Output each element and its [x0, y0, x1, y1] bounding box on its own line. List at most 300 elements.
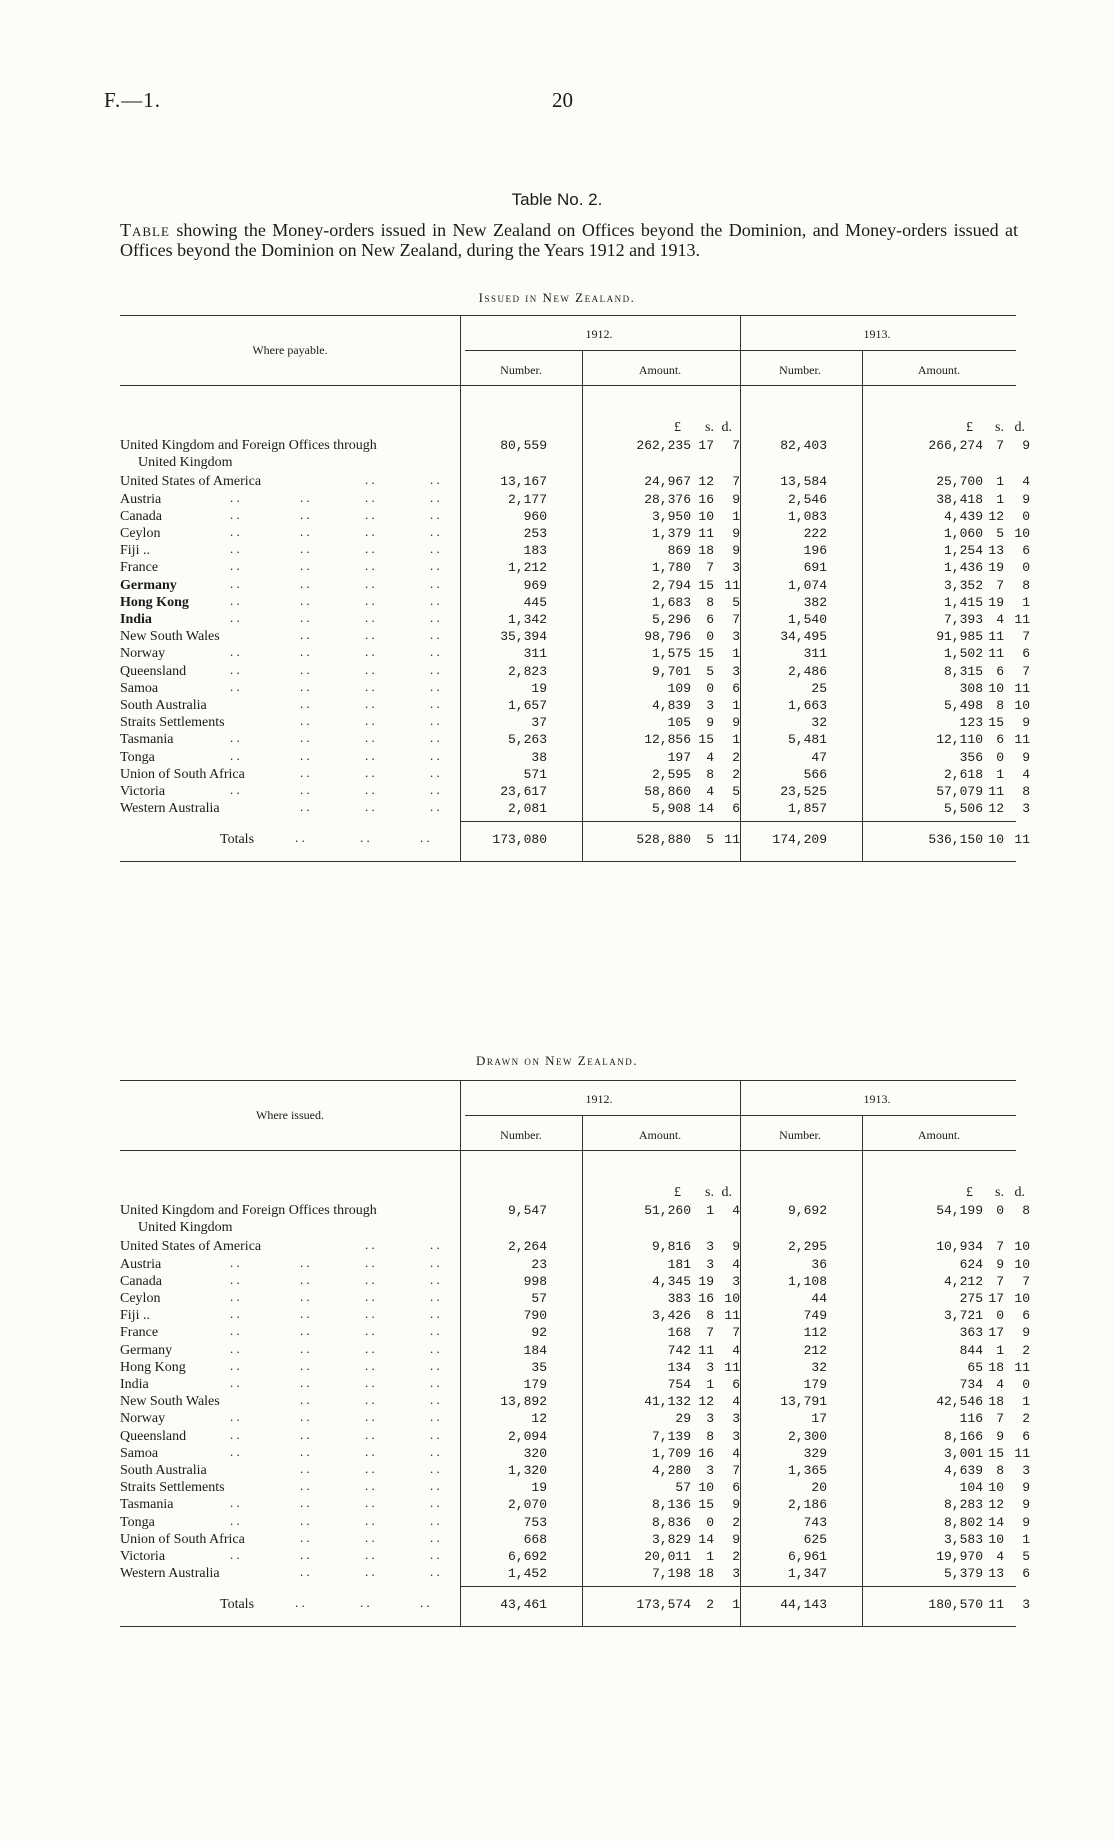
row-label-continued: United Kingdom — [138, 455, 233, 471]
leader-dots: . . — [430, 1323, 440, 1339]
number-1913: 196 — [803, 543, 827, 559]
amount-1912-pence: 9 — [732, 715, 740, 731]
number-1912: 6,692 — [507, 1549, 547, 1564]
leader-dots: . . — [430, 1426, 440, 1442]
leader-dots: . . — [430, 1547, 440, 1562]
amount-1913-shillings: 7 — [996, 1239, 1004, 1255]
number-1912: 790 — [523, 1308, 547, 1324]
leader-dots: . . — [230, 524, 240, 539]
totals-amount-1912-shillings: 2 — [706, 1597, 714, 1613]
amount-1913-pence: 6 — [1022, 1308, 1030, 1324]
amount-1913-pence: 6 — [1022, 646, 1030, 662]
amount-1912-pence: 11 — [724, 577, 740, 593]
amount-1912-pounds: 1,780 — [651, 560, 691, 576]
leader-dots: . . — [430, 1392, 440, 1408]
totals-amount-1912-shillings: 5 — [706, 832, 714, 848]
leader-dots: . . — [430, 489, 440, 505]
leader-dots: . . — [430, 661, 440, 677]
amount-1913-pounds: 8,802 — [943, 1514, 983, 1530]
number-1912: 2,070 — [507, 1497, 547, 1513]
amount-1912-shillings: 14 — [698, 1531, 714, 1547]
totals-amount-1913-pence: 3 — [1022, 1597, 1030, 1613]
number-1913: 1,365 — [787, 1463, 827, 1478]
amount-1913-pence: 9 — [1022, 438, 1030, 453]
amount-1912-pence: 4 — [732, 1203, 740, 1218]
amount-1912-pounds: 3,829 — [651, 1531, 691, 1547]
number-1913: 1,074 — [787, 577, 827, 593]
amount-1912-pounds: 29 — [675, 1411, 691, 1427]
number-1912: 1,657 — [507, 698, 547, 713]
year-underline — [465, 1115, 1016, 1116]
amount-1913-pounds: 2,618 — [943, 766, 983, 782]
number-1913: 625 — [803, 1531, 827, 1547]
amount-1912-pence: 4 — [732, 1445, 740, 1461]
amount-1913-pence: 0 — [1022, 1377, 1030, 1392]
amount-1912-pounds: 5,296 — [651, 612, 691, 627]
totals-amount-1913-pounds: 180,570 — [928, 1597, 983, 1613]
leader-dots: . . — [230, 747, 240, 763]
leader-dots: . . — [230, 1340, 240, 1356]
amount-1912-pence: 5 — [732, 594, 740, 610]
leader-dots: . . — [230, 644, 240, 660]
leader-dots: . . — [300, 610, 310, 625]
totals-top-rule — [460, 1586, 1016, 1587]
leader-dots: . . — [300, 713, 310, 729]
row-label: Ceylon — [120, 1291, 161, 1306]
number-1913: 212 — [803, 1342, 827, 1358]
number-1913: 1,857 — [787, 801, 827, 817]
leader-dots: . . — [420, 830, 430, 846]
number-1913: 32 — [811, 715, 827, 731]
leader-dots: . . — [365, 1306, 375, 1322]
column-divider — [740, 1150, 741, 1626]
amount-1913-pounds: 1,254 — [943, 543, 983, 559]
leader-dots: . . — [365, 1289, 375, 1304]
amount-1913-shillings: 8 — [996, 1463, 1004, 1478]
row-label: Tasmania — [120, 1497, 174, 1513]
amount-1913-pence: 10 — [1014, 1256, 1030, 1272]
amount-1913-pounds: 4,439 — [943, 508, 983, 524]
totals-number-1912: 43,461 — [500, 1597, 547, 1613]
row-label: Straits Settlements — [120, 1480, 225, 1496]
leader-dots: . . — [430, 799, 440, 815]
row-label: United Kingdom and Foreign Offices through — [120, 438, 377, 453]
column-divider — [460, 385, 461, 861]
leader-dots: . . — [365, 1461, 375, 1476]
leader-dots: . . — [430, 713, 440, 729]
table-top-rule — [120, 1080, 1016, 1081]
number-1913: 2,300 — [787, 1428, 827, 1444]
leader-dots: . . — [365, 1512, 375, 1528]
number-1913: 13,791 — [780, 1394, 827, 1410]
amount-1913-pence: 11 — [1014, 680, 1030, 696]
amount-1913-pence: 3 — [1022, 801, 1030, 817]
number-1912: 311 — [523, 646, 547, 662]
amount-1912-pence: 6 — [732, 801, 740, 817]
leader-dots: . . — [300, 1495, 310, 1511]
leader-dots: . . — [300, 696, 310, 711]
number-1913: 691 — [803, 560, 827, 576]
amount-1912-pence: 3 — [732, 1273, 740, 1289]
amount-1912-pounds: 24,967 — [644, 474, 691, 490]
leader-dots: . . — [230, 506, 240, 522]
leader-dots: . . — [300, 592, 310, 608]
leader-dots: . . — [365, 1529, 375, 1545]
leader-dots: . . — [430, 644, 440, 660]
number-1912-header: Number. — [500, 1128, 542, 1142]
amount-1913-pence: 2 — [1022, 1411, 1030, 1427]
row-label: Tonga — [120, 1514, 155, 1530]
number-1912: 1,320 — [507, 1463, 547, 1478]
amount-1912-pence: 7 — [732, 438, 740, 453]
leader-dots: . . — [430, 1478, 440, 1494]
row-label: United Kingdom and Foreign Offices through — [120, 1203, 377, 1218]
number-1913: 566 — [803, 766, 827, 782]
amount-1912-pounds: 58,860 — [644, 784, 691, 799]
number-1913: 5,481 — [787, 732, 827, 748]
amount-1912-shillings: 8 — [706, 1428, 714, 1444]
amount-1912-header: Amount. — [638, 363, 682, 377]
amount-1913-shillings: 0 — [996, 1203, 1004, 1218]
number-1912: 23,617 — [500, 784, 547, 799]
row-label: Canada — [120, 1273, 162, 1289]
amount-1912-shillings: 0 — [706, 629, 714, 645]
leader-dots: . . — [300, 1340, 310, 1356]
year-1913-header: 1913. — [863, 1092, 891, 1106]
leader-dots: . . — [230, 1306, 240, 1322]
row-label: Queensland — [120, 1428, 187, 1444]
leader-dots: . . — [230, 541, 240, 557]
year-1913-header: 1913. — [863, 327, 891, 341]
amount-1912-pounds: 28,376 — [644, 491, 691, 507]
amount-1913-shillings: 7 — [996, 438, 1004, 453]
leader-dots: . . — [230, 730, 240, 746]
amount-1913-shillings: 9 — [996, 1256, 1004, 1272]
amount-1913-shillings: 1 — [996, 766, 1004, 782]
amount-1912-pence: 7 — [732, 474, 740, 490]
amount-1913-pence: 10 — [1014, 1239, 1030, 1255]
leader-dots: . . — [300, 1443, 310, 1459]
leader-dots: . . — [300, 541, 310, 557]
amount-1913-pounds: 5,379 — [943, 1566, 983, 1582]
amount-1913-pence: 9 — [1022, 1514, 1030, 1530]
row-label: Hong Kong — [120, 1359, 186, 1375]
leader-dots: . . — [365, 644, 375, 660]
amount-1912-pence: 7 — [732, 612, 740, 627]
amount-1912-pounds: 41,132 — [644, 1394, 691, 1410]
number-1913: 222 — [803, 526, 827, 541]
amount-1913-shillings: 13 — [988, 543, 1004, 559]
number-1913: 1,663 — [787, 698, 827, 713]
amount-1912-shillings: 7 — [706, 560, 714, 576]
number-1913: 1,083 — [787, 508, 827, 524]
leader-dots: . . — [365, 592, 375, 608]
amount-1912-pounds: 1,379 — [651, 526, 691, 541]
amount-1913-pounds: 734 — [959, 1377, 983, 1392]
amount-1913-pence: 9 — [1022, 1497, 1030, 1513]
amount-1912-pence: 5 — [732, 784, 740, 799]
leader-dots: . . — [230, 1323, 240, 1339]
amount-1912-pounds: 383 — [667, 1291, 691, 1306]
leader-dots: . . — [365, 764, 375, 780]
amount-1912-pence: 1 — [732, 646, 740, 662]
amount-1912-pence: 2 — [732, 766, 740, 782]
amount-1912-shillings: 8 — [706, 766, 714, 782]
row-label: United States of America — [120, 1239, 262, 1255]
column-divider — [740, 385, 741, 861]
amount-1913-pounds: 275 — [959, 1291, 983, 1306]
where-header: Where issued. — [256, 1108, 324, 1122]
amount-1913-pounds: 65 — [967, 1359, 983, 1375]
amount-1913-pounds: 42,546 — [936, 1394, 983, 1410]
amount-1912-pounds: 8,836 — [651, 1514, 691, 1530]
amount-1913-pence: 1 — [1022, 594, 1030, 610]
leader-dots: . . — [295, 830, 305, 846]
leader-dots: . . — [365, 730, 375, 746]
leader-dots: . . — [365, 713, 375, 729]
leader-dots: . . — [430, 1461, 440, 1476]
totals-amount-1913-shillings: 10 — [988, 832, 1004, 848]
number-1912: 253 — [523, 526, 547, 541]
leader-dots: . . — [430, 1512, 440, 1528]
row-label: India — [120, 1377, 149, 1392]
row-label: Samoa — [120, 1445, 159, 1461]
number-1912: 12 — [531, 1411, 547, 1427]
number-1912: 57 — [531, 1291, 547, 1306]
amount-1913-shillings: 7 — [996, 1273, 1004, 1289]
leader-dots: . . — [300, 1271, 310, 1287]
amount-1912-pence: 2 — [732, 1549, 740, 1564]
leader-dots: . . — [430, 1237, 440, 1253]
leader-dots: . . — [365, 661, 375, 677]
amount-1913-shillings: 6 — [996, 732, 1004, 748]
amount-1913-pence: 5 — [1022, 1549, 1030, 1564]
number-1912: 92 — [531, 1325, 547, 1341]
leader-dots: . . — [365, 782, 375, 797]
amount-1912-pounds: 109 — [667, 680, 691, 696]
totals-amount-1913-shillings: 11 — [988, 1597, 1004, 1613]
amount-1912-shillings: 19 — [698, 1273, 714, 1289]
amount-1912-pence: 3 — [732, 560, 740, 576]
amount-1912-pence: 1 — [732, 508, 740, 524]
unit-pound: £ — [674, 420, 681, 435]
leader-dots: . . — [365, 472, 375, 488]
amount-1913-pence: 7 — [1022, 663, 1030, 679]
number-1912: 998 — [523, 1273, 547, 1289]
amount-1913-shillings: 17 — [988, 1291, 1004, 1306]
amount-1912-shillings: 3 — [706, 1463, 714, 1478]
row-label: Victoria — [120, 1549, 166, 1564]
amount-1912-pence: 3 — [732, 1566, 740, 1582]
amount-1912-shillings: 8 — [706, 594, 714, 610]
amount-1912-pounds: 7,198 — [651, 1566, 691, 1582]
amount-1912-shillings: 8 — [706, 1308, 714, 1324]
leader-dots: . . — [230, 1289, 240, 1304]
leader-dots: . . — [430, 575, 440, 591]
number-1912: 37 — [531, 715, 547, 731]
amount-1912-pounds: 57 — [675, 1480, 691, 1496]
leader-dots: . . — [365, 1323, 375, 1339]
amount-1913-shillings: 11 — [988, 629, 1004, 645]
amount-1913-shillings: 18 — [988, 1394, 1004, 1410]
leader-dots: . . — [300, 1478, 310, 1494]
amount-1913-pounds: 356 — [959, 749, 983, 765]
amount-1913-shillings: 12 — [988, 1497, 1004, 1513]
column-divider — [862, 385, 863, 861]
leader-dots: . . — [300, 1392, 310, 1408]
amount-1913-pounds: 57,079 — [936, 784, 983, 799]
number-1913: 6,961 — [787, 1549, 827, 1564]
amount-1912-pounds: 3,426 — [651, 1308, 691, 1324]
amount-1912-pence: 9 — [732, 1497, 740, 1513]
amount-1913-pounds: 363 — [959, 1325, 983, 1341]
amount-1913-shillings: 17 — [988, 1325, 1004, 1341]
number-1912: 183 — [523, 543, 547, 559]
amount-1912-shillings: 10 — [698, 1480, 714, 1496]
leader-dots: . . — [300, 1409, 310, 1425]
amount-1912-pounds: 12,856 — [644, 732, 691, 748]
number-1912: 668 — [523, 1531, 547, 1547]
amount-1912-pounds: 168 — [667, 1325, 691, 1341]
number-1912: 2,177 — [507, 491, 547, 507]
leader-dots: . . — [430, 782, 440, 797]
number-1912: 19 — [531, 1480, 547, 1496]
amount-1913-shillings: 8 — [996, 698, 1004, 713]
leader-dots: . . — [365, 1443, 375, 1459]
amount-1912-pounds: 181 — [667, 1256, 691, 1272]
amount-1912-shillings: 1 — [706, 1203, 714, 1218]
leader-dots: . . — [430, 592, 440, 608]
leader-dots: . . — [365, 799, 375, 815]
amount-1912-shillings: 0 — [706, 1514, 714, 1530]
number-1913: 2,186 — [787, 1497, 827, 1513]
leader-dots: . . — [300, 489, 310, 505]
amount-1912-pounds: 9,701 — [651, 663, 691, 679]
row-label: Ceylon — [120, 526, 161, 541]
number-1912: 19 — [531, 680, 547, 696]
number-1913: 2,295 — [787, 1239, 827, 1255]
leader-dots: . . — [365, 575, 375, 591]
amount-1912-shillings: 10 — [698, 508, 714, 524]
leader-dots: . . — [300, 678, 310, 694]
number-1912: 445 — [523, 594, 547, 610]
amount-1913-shillings: 4 — [996, 1549, 1004, 1564]
amount-1913-pounds: 8,166 — [943, 1428, 983, 1444]
number-1913: 9,692 — [787, 1203, 827, 1218]
leader-dots: . . — [365, 1478, 375, 1494]
amount-1913-pence: 0 — [1022, 560, 1030, 576]
leader-dots: . . — [430, 1357, 440, 1373]
amount-1913-pounds: 3,721 — [943, 1308, 983, 1324]
amount-1913-pence: 10 — [1014, 698, 1030, 713]
amount-1913-shillings: 19 — [988, 594, 1004, 610]
amount-1912-shillings: 15 — [698, 1497, 714, 1513]
leader-dots: . . — [430, 506, 440, 522]
unit-pound: £ — [674, 1185, 681, 1200]
amount-1912-pence: 6 — [732, 1377, 740, 1392]
leader-dots: . . — [430, 558, 440, 574]
amount-1913-pounds: 8,283 — [943, 1497, 983, 1513]
row-label: Queensland — [120, 663, 187, 679]
amount-1912-pence: 10 — [724, 1291, 740, 1306]
amount-1912-pounds: 2,794 — [651, 577, 691, 593]
totals-top-rule — [460, 821, 1016, 822]
leader-dots: . . — [430, 730, 440, 746]
amount-1912-shillings: 14 — [698, 801, 714, 817]
totals-amount-1913-pounds: 536,150 — [928, 832, 983, 848]
leader-dots: . . — [365, 558, 375, 574]
leader-dots: . . — [365, 627, 375, 643]
amount-1913-pounds: 844 — [959, 1342, 983, 1358]
leader-dots: . . — [300, 558, 310, 574]
leader-dots: . . — [430, 696, 440, 711]
amount-1913-pence: 7 — [1022, 1273, 1030, 1289]
amount-1913-pence: 4 — [1022, 766, 1030, 782]
leader-dots: . . — [430, 1254, 440, 1270]
table-top-rule — [120, 315, 1016, 316]
amount-1913-pounds: 7,393 — [943, 612, 983, 627]
totals-amount-1912-pence: 11 — [724, 832, 740, 848]
amount-1912-pence: 3 — [732, 629, 740, 645]
leader-dots: . . — [365, 696, 375, 711]
leader-dots: . . — [300, 799, 310, 815]
amount-1913-shillings: 0 — [996, 1308, 1004, 1324]
amount-1912-pence: 6 — [732, 680, 740, 696]
number-1913: 2,486 — [787, 663, 827, 679]
number-1913: 112 — [803, 1325, 827, 1341]
amount-1913-pounds: 54,199 — [936, 1203, 983, 1218]
totals-amount-1912-pounds: 528,880 — [636, 832, 691, 848]
amount-1912-pounds: 8,136 — [651, 1497, 691, 1513]
amount-1913-pence: 8 — [1022, 1203, 1030, 1218]
leader-dots: . . — [360, 1595, 370, 1611]
leader-dots: . . — [230, 575, 240, 591]
amount-1913-pence: 8 — [1022, 784, 1030, 799]
amount-1913-pounds: 8,315 — [943, 663, 983, 679]
amount-1912-pence: 4 — [732, 1394, 740, 1410]
amount-1913-shillings: 6 — [996, 663, 1004, 679]
year-1912-header: 1912. — [585, 327, 613, 341]
leader-dots: . . — [365, 1495, 375, 1511]
amount-1912-shillings: 1 — [706, 1377, 714, 1392]
amount-1912-shillings: 12 — [698, 1394, 714, 1410]
leader-dots: . . — [430, 1340, 440, 1356]
leader-dots: . . — [430, 541, 440, 557]
amount-1912-pounds: 20,011 — [644, 1549, 691, 1564]
leader-dots: . . — [300, 730, 310, 746]
amount-1912-pence: 9 — [732, 1531, 740, 1547]
header-bottom-rule — [120, 1150, 1016, 1151]
amount-1913-shillings: 11 — [988, 784, 1004, 799]
amount-1912-pence: 7 — [732, 1325, 740, 1341]
amount-1912-shillings: 6 — [706, 612, 714, 627]
number-1913: 36 — [811, 1256, 827, 1272]
amount-1912-pence: 6 — [732, 1480, 740, 1496]
amount-1912-shillings: 15 — [698, 646, 714, 662]
leader-dots: . . — [365, 1409, 375, 1425]
amount-1912-pence: 9 — [732, 526, 740, 541]
amount-1913-pounds: 624 — [959, 1256, 983, 1272]
unit-pence: d. — [721, 1185, 732, 1200]
leader-dots: . . — [365, 489, 375, 505]
amount-1913-pence: 6 — [1022, 543, 1030, 559]
amount-1913-pence: 4 — [1022, 474, 1030, 490]
column-divider — [582, 1150, 583, 1626]
amount-1912-pence: 1 — [732, 732, 740, 748]
amount-1912-shillings: 16 — [698, 491, 714, 507]
row-label: India — [120, 612, 152, 627]
leader-dots: . . — [430, 1306, 440, 1322]
